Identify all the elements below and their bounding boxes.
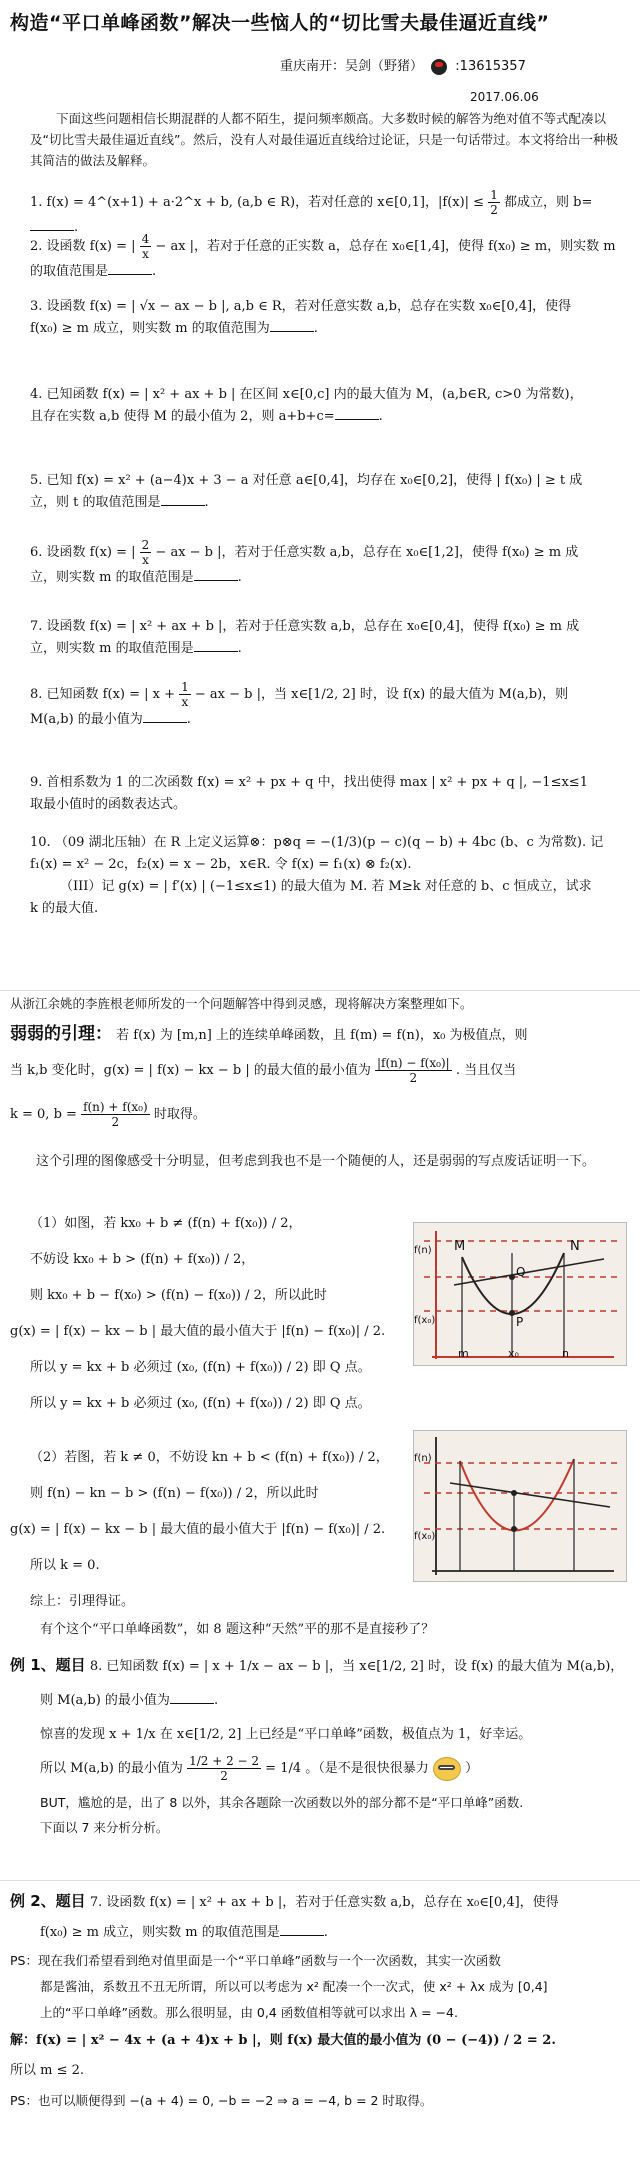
problem-text: 设函数 f(x) = | √x − ax − b |, a,b ∈ R，若对任意实数 a,b，总存在实数 x₀∈[0,4]，使得	[46, 299, 572, 314]
fraction	[140, 232, 152, 261]
fraction	[179, 680, 191, 709]
problem-label: 7.	[30, 619, 43, 634]
answer-blank	[270, 331, 314, 332]
problem-text: 取最小值时的函数表达式。	[30, 797, 187, 812]
problem-text: 已知函数 f(x) = | x +	[46, 687, 180, 702]
fraction-den: x	[142, 553, 149, 567]
answer-blank	[280, 1935, 324, 1936]
example-text: 8. 已知函数 f(x) = | x + 1/x − ax − b |，当 x∈[1/2, 2] 时，设 f(x) 的最大值为 M(a,b)，	[89, 1659, 624, 1674]
problem-text: 首相系数为 1 的二次函数 f(x) = x² + px + q 中，找出使得 max | x² + px + q |, −1≤x≤1	[46, 775, 588, 790]
answer-blank	[335, 419, 379, 420]
problem-text: − ax − b |，当 x∈[1/2, 2] 时，设 f(x) 的最大值为 M(a,b)，则	[194, 687, 569, 702]
bridge-text: 有个这个“平口单峰函数”，如 8 题这种“天然”平的那不是直接秒了？	[40, 1622, 435, 1637]
solution-text: 所以 m ≤ 2.	[10, 2063, 85, 2078]
fraction-num: 1/2 + 2 − 2	[189, 1754, 260, 1768]
problem-label: 5.	[30, 473, 43, 488]
ps-text: 上的“平口单峰”函数。那么很明显，由 0,4 函数值相等就可以求出 λ = −4.	[40, 2005, 458, 2020]
example-text: 所以 M(a,b) 的最小值为	[40, 1761, 183, 1776]
case-text: g(x) = | f(x) − kx − b | 最大值的最小值大于 |f(n) − f(x₀)| / 2.	[10, 1324, 386, 1339]
problem-tail: .	[378, 409, 383, 424]
case-text: 则 kx₀ + b − f(x₀) > (f(n) − f(x₀)) / 2，所以此时	[30, 1288, 327, 1303]
problem-tail: .	[74, 220, 79, 235]
problem-text: 都成立，则 b=	[504, 195, 593, 210]
figure-label: N	[570, 1239, 580, 1254]
fraction	[140, 538, 152, 567]
problem-text: − ax |，若对于任意的正实数 a，总存在 x₀∈[1,4]，使得 f(x₀) ≥ m，则实数 m 的取值范围是	[30, 239, 616, 279]
lemma-text: 时取得。	[153, 1107, 206, 1122]
problem-label: 10.	[30, 835, 51, 850]
lemma-text: k = 0, b =	[10, 1107, 82, 1122]
lemma-line3	[10, 1100, 630, 1129]
problem-label: 4.	[30, 387, 43, 402]
lemma-line2	[10, 1056, 630, 1085]
example-text: 7. 设函数 f(x) = | x² + ax + b |，若对于任意实数 a,b，总存在 x₀∈[0,4]，使得	[89, 1895, 559, 1910]
section-divider	[0, 1880, 640, 1881]
lemma-heading: 弱弱的引理：	[10, 1024, 112, 1044]
problem-text: 且存在实数 a,b 使得 M 的最小值为 2，则 a+b+c=	[30, 409, 335, 424]
fraction-den: 2	[490, 203, 498, 217]
case-1	[10, 1206, 410, 1422]
problem-text: （III）记 g(x) = | f′(x) | (−1≤x≤1) 的最大值为 M. 若 M≥k 对任意的 b、c 恒成立，试求	[60, 879, 592, 894]
case-text: 综上：引理得证。	[30, 1594, 135, 1609]
case-text: g(x) = | f(x) − kx − b | 最大值的最小值大于 |f(n) − f(x₀)| / 2.	[10, 1522, 386, 1537]
problem-3	[30, 296, 630, 340]
problem-text: 设函数 f(x) = |	[46, 545, 140, 560]
sunglasses-emoji-icon	[433, 1757, 461, 1781]
figure-label: f(x₀)	[414, 1315, 436, 1326]
lemma-block	[10, 1022, 630, 1048]
problem-text: 已知 f(x) = x² + (a−4)x + 3 − a 对任意 a∈[0,4]，均存在 x₀∈[0,2]，使得 | f(x₀) | ≥ t 成	[46, 473, 583, 488]
intro-paragraph: 下面这些问题相信长期混群的人都不陌生，提问频率颇高。大多数时候的解答为绝对值不等式配凑以及“切比雪夫最佳逼近直线”。然后，没有人对最佳逼近直线给过论证，只是一句话带过。本文将给出一种极其简洁的做法及解释。	[30, 111, 618, 168]
figure-1-sketch	[414, 1223, 626, 1365]
example-1: 例 1、题目 8. 已知函数 f(x) = | x + 1/x − ax − b |，当 x∈[1/2, 2] 时，设 f(x) 的最大值为 M(a,b)， 则 M(a,b) 的最小值为 . 惊喜的发现 x + 1/x 在 x∈[1/2, 2] 上已经是“平口单峰”函数，极值点为 1，好幸运。 所以 M(a,b) 的最小值为 $\frac{1/2 + 2 - 2}{2}$ = 1/4 。（是不是很快很暴力 ） BUT，尴尬的是，出了 8 以外，其余各题除一次函数以外的部分都不是“平口单峰”函数. 下面以 7 来分析分析。	[10, 1648, 630, 1836]
fraction	[375, 1056, 452, 1085]
problem-text: f(x₀) ≥ m 成立，则实数 m 的取值范围为	[30, 321, 270, 336]
fraction-num: f(n) + f(x₀)	[83, 1100, 148, 1114]
fraction-den: 2	[409, 1071, 418, 1085]
figure-label: P	[516, 1315, 524, 1329]
figure-2-sketch	[414, 1431, 626, 1581]
lemma-note: 这个引理的图像感受十分明显，但考虑到我也不是一个随便的人，还是弱弱的写点废话证明一下。	[36, 1154, 596, 1169]
case-text: （2）若图，若 k ≠ 0，不妨设 kn + b < (f(n) + f(x₀)) / 2，	[30, 1450, 389, 1465]
problem-tail: .	[313, 321, 318, 336]
case-text: 则 f(n) − kn − b > (f(n) − f(x₀)) / 2，所以此时	[30, 1486, 319, 1501]
example-label: 例 2、题目	[10, 1892, 86, 1910]
example-text: ）	[465, 1761, 479, 1776]
problem-text: M(a,b) 的最小值为	[30, 712, 143, 727]
example-text: 下面以 7 来分析分析。	[40, 1820, 169, 1835]
problem-7	[30, 616, 630, 660]
fraction-num: 1	[490, 188, 498, 202]
fraction-num: 1	[181, 680, 189, 694]
problem-text: 立，则 t 的取值范围是	[30, 495, 161, 510]
figure-label: x₀	[508, 1347, 519, 1360]
example-label: 例 1、题目	[10, 1656, 86, 1674]
problem-tail: .	[152, 264, 157, 279]
avatar-icon	[431, 59, 447, 75]
author-line	[280, 55, 526, 75]
example-text: = 1/4	[265, 1761, 302, 1776]
figure-2-photo	[413, 1430, 627, 1582]
answer-blank	[108, 274, 152, 275]
problem-tail: .	[186, 712, 191, 727]
problem-tail: .	[237, 570, 242, 585]
case-text: 所以 y = kx + b 必须过 (x₀, (f(n) + f(x₀)) / 2) 即 Q 点。	[30, 1396, 371, 1411]
fraction-den: 2	[111, 1115, 120, 1129]
answer-blank	[30, 230, 74, 231]
fraction	[81, 1100, 150, 1129]
problem-text: 设函数 f(x) = | x² + ax + b |，若对于任意实数 a,b，总存在 x₀∈[0,4]，使得 f(x₀) ≥ m 成	[46, 619, 580, 634]
answer-blank	[170, 1703, 214, 1704]
example-text: BUT，尴尬的是，出了 8 以外，其余各题除一次函数以外的部分都不是“平口单峰”函数.	[40, 1795, 524, 1810]
answer-blank	[161, 505, 205, 506]
problem-text: （09 湖北压轴）在 R 上定义运算⊗：p⊗q = −(1/3)(p − c)(q − b) + 4bc (b、c 为常数). 记	[54, 835, 604, 850]
figure-label: Q	[516, 1265, 526, 1279]
problem-label: 3.	[30, 299, 43, 314]
problem-9	[30, 772, 630, 816]
lemma-text: . 当且仅当	[455, 1063, 517, 1078]
case-text: 所以 y = kx + b 必须过 (x₀, (f(n) + f(x₀)) / 2) 即 Q 点。	[30, 1360, 371, 1375]
fraction	[488, 188, 500, 217]
problem-text: k 的最大值.	[30, 901, 99, 916]
figure-label: f(x₀)	[414, 1531, 436, 1542]
problem-label: 1.	[30, 195, 43, 210]
example-text: 。（是不是很快很暴力	[305, 1761, 429, 1776]
section-divider	[0, 990, 640, 991]
example-text: 则 M(a,b) 的最小值为	[40, 1693, 170, 1708]
problem-tail: .	[204, 495, 209, 510]
problem-tail: .	[237, 641, 242, 656]
ps-text: PS：现在我们希望看到绝对值里面是一个“平口单峰”函数与一个一次函数，其实一次函数	[10, 1953, 501, 1968]
fraction-den: x	[181, 695, 189, 709]
answer-blank	[194, 651, 238, 652]
problem-label: 6.	[30, 545, 43, 560]
case-text: 不妨设 kx₀ + b > (f(n) + f(x₀)) / 2，	[30, 1252, 255, 1267]
fraction-num: 4	[141, 232, 150, 246]
lemma-text: 当 k,b 变化时，g(x) = | f(x) − kx − b | 的最大值的最小值为	[10, 1063, 371, 1078]
problem-label: 2.	[30, 239, 43, 254]
fraction-den: x	[142, 247, 149, 261]
example-text: f(x₀) ≥ m 成立，则实数 m 的取值范围是	[40, 1925, 280, 1940]
problem-6	[30, 538, 630, 589]
figure-label: f(n)	[414, 1453, 432, 1464]
problem-text: − ax − b |，若对于任意实数 a,b，总存在 x₀∈[1,2]，使得 f(x₀) ≥ m 成	[155, 545, 579, 560]
problem-label: 8.	[30, 687, 43, 702]
author-qq: :13615357	[455, 59, 526, 74]
answer-blank	[143, 722, 187, 723]
figure-1-photo	[413, 1222, 627, 1366]
case-text: （1）如图，若 kx₀ + b ≠ (f(n) + f(x₀)) / 2，	[30, 1216, 302, 1231]
problem-text: 立，则实数 m 的取值范围是	[30, 641, 194, 656]
source-note: 从浙江余姚的李旌根老师所发的一个问题解答中得到灵感，现将解决方案整理如下。	[10, 996, 473, 1011]
ps-text: PS：也可以顺便得到 −(a + 4) = 0, −b = −2 ⇒ a = −4, b = 2 时取得。	[10, 2093, 433, 2108]
fraction-num: 2	[141, 538, 150, 552]
problem-text: 立，则实数 m 的取值范围是	[30, 570, 194, 585]
problem-text: 已知函数 f(x) = | x² + ax + b | 在区间 x∈[0,c] 内的最大值为 M，(a,b∈R, c>0 为常数)，	[46, 387, 583, 402]
document-title: 构造“平口单峰函数”解决一些恼人的“切比雪夫最佳逼近直线”	[10, 12, 550, 34]
problem-label: 9.	[30, 775, 43, 790]
case-text: 所以 k = 0.	[30, 1558, 100, 1573]
figure-label: m	[458, 1347, 469, 1360]
problem-8	[30, 680, 630, 731]
ps-text: 都是酱油，系数丑不丑无所谓，所以可以考虑为 x² 配凑一个一次式，使 x² + λx 成为 [0,4]	[40, 1979, 548, 1994]
problem-2	[30, 232, 630, 283]
problem-text: f₁(x) = x² − 2c，f₂(x) = x − 2b，x∈R. 令 f(x) = f₁(x) ⊗ f₂(x).	[30, 857, 412, 872]
figure-label: f(n)	[414, 1245, 432, 1256]
lemma-text: 若 f(x) 为 [m,n] 上的连续单峰函数，且 f(m) = f(n)，x₀ 为极值点，则	[116, 1028, 528, 1043]
fraction-num: |f(n) − f(x₀)|	[376, 1056, 450, 1070]
fraction-den: 2	[220, 1769, 228, 1783]
author-name: 重庆南开：吴剑（野猪）	[280, 59, 424, 74]
solution-text: 解：f(x) = | x² − 4x + (a + 4)x + b |，则 f(x) 最大值的最小值为 (0 − (−4)) / 2 = 2.	[10, 2033, 556, 2048]
case-2	[10, 1440, 410, 1620]
fraction	[187, 1754, 261, 1783]
figure-label: M	[454, 1239, 466, 1254]
problem-text: f(x) = 4^(x+1) + a·2^x + b, (a,b ∈ R)，若对任意的 x∈[0,1]，|f(x)| ≤	[46, 195, 489, 210]
answer-blank	[194, 580, 238, 581]
problem-5	[30, 470, 630, 514]
problem-text: 设函数 f(x) = |	[46, 239, 140, 254]
figure-label: n	[562, 1347, 569, 1360]
example-text: 惊喜的发现 x + 1/x 在 x∈[1/2, 2] 上已经是“平口单峰”函数，极值点为 1，好幸运。	[40, 1727, 532, 1742]
problem-4	[30, 384, 630, 428]
problem-10	[30, 832, 630, 920]
example-2: 例 2、题目 7. 设函数 f(x) = | x² + ax + b |，若对于任意实数 a,b，总存在 x₀∈[0,4]，使得 f(x₀) ≥ m 成立，则实数 m 的取值范围是 . PS：现在我们希望看到绝对值里面是一个“平口单峰”函数与一个一次函数，其实一次函数 都是酱油，系数丑不丑无所谓，所以可以考虑为 x² 配凑一个一次式，使 x² + λx 成为 [0,4] 上的“平口单峰”函数。那么很明显，由 0,4 函数值相等就可以求出 λ = −4. 解：f(x) = | x² − 4x + (a + 4)x + b |，则 f(x) 最大值的最小值为 (0 − (−4)) / 2 = 2. 所以 m ≤ 2. PS：也可以顺便得到 −(a + 4) = 0, −b = −2 ⇒ a = −4, b = 2 时取得。	[10, 1886, 630, 2116]
document-date: 2017.06.06	[470, 90, 539, 104]
